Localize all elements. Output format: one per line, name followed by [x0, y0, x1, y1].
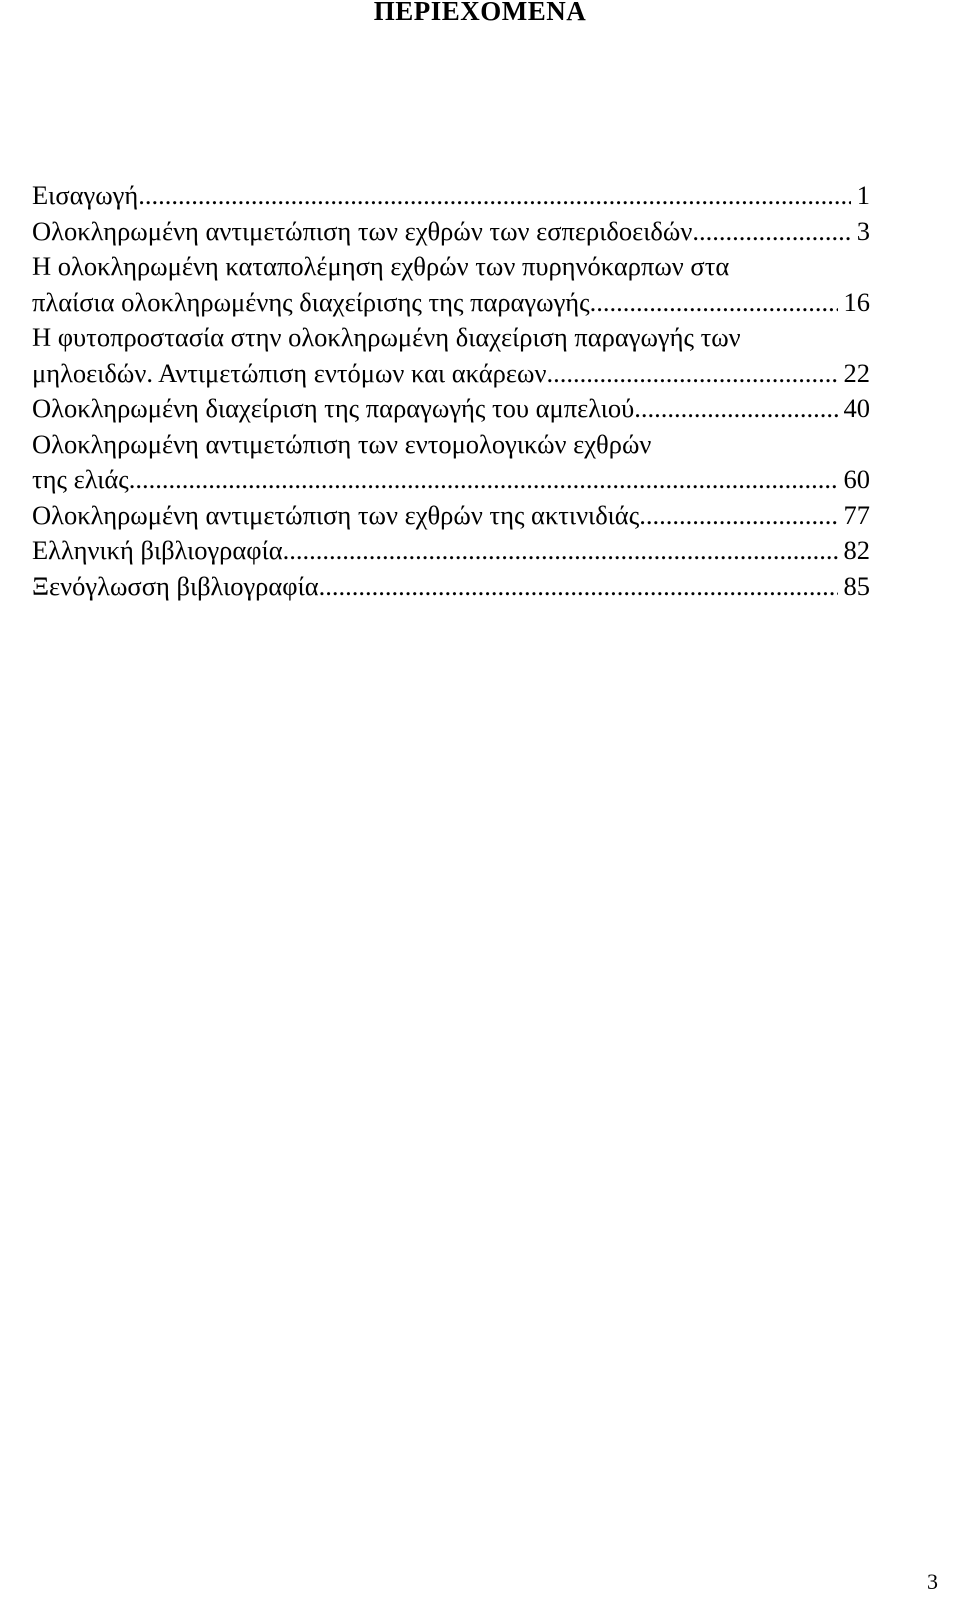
table-of-contents	[32, 178, 870, 604]
toc-entry-title: Ολοκληρωμένη αντιμετώπιση των εχθρών της ακτινιδιάς	[32, 499, 640, 530]
toc-entry-title-line: Η ολοκληρωμένη καταπολέμηση εχθρών των πυρηνόκαρπων στα	[32, 251, 730, 281]
dot-leader	[546, 356, 837, 392]
toc-entry-page: 1	[856, 180, 870, 210]
dot-leader	[692, 214, 850, 250]
dot-leader	[319, 569, 838, 605]
toc-entry-title: Ελληνική βιβλιογραφία	[32, 535, 283, 565]
toc-entry-title-line: πλαίσια ολοκληρωμένης διαχείρισης της παραγωγής	[32, 286, 590, 317]
toc-entry-title: Ολοκληρωμένη διαχείριση της παραγωγής του αμπελιού	[32, 393, 635, 423]
toc-entry[interactable]	[32, 498, 870, 534]
toc-entry[interactable]	[32, 569, 870, 605]
toc-entry-title: Ολοκληρωμένη αντιμετώπιση των εχθρών των εσπεριδοειδών	[32, 215, 693, 246]
toc-entry-page: 82	[843, 535, 870, 565]
toc-entry[interactable]	[32, 427, 870, 498]
toc-entry[interactable]	[32, 214, 870, 250]
toc-entry[interactable]	[32, 391, 870, 427]
dot-leader	[283, 533, 838, 569]
dot-leader	[590, 285, 838, 321]
dot-leader	[138, 178, 851, 214]
toc-entry[interactable]	[32, 320, 870, 391]
page-title: ΠΕΡΙΕΧΟΜΕΝΑ	[373, 0, 587, 26]
toc-entry[interactable]	[32, 533, 870, 569]
toc-entry-title: Εισαγωγή	[32, 180, 139, 210]
toc-entry[interactable]	[32, 249, 870, 320]
toc-entry-title-line: Η φυτοπροστασία στην ολοκληρωμένη διαχείριση παραγωγής των	[32, 322, 741, 352]
toc-entry-title-line: μηλοειδών. Αντιμετώπιση εντόμων και ακάρεων	[32, 357, 547, 388]
dot-leader	[129, 462, 838, 498]
toc-entry-title: Ξενόγλωσση βιβλιογραφία	[32, 570, 319, 601]
dot-leader	[639, 498, 837, 534]
toc-entry-page: 85	[843, 570, 870, 601]
toc-entry-title-line: της ελιάς	[32, 464, 129, 494]
toc-entry-page: 77	[843, 499, 870, 530]
toc-entry-title-line: Ολοκληρωμένη αντιμετώπιση των εντομολογικών εχθρών	[32, 428, 652, 459]
toc-entry[interactable]	[32, 178, 870, 214]
page-number: 3	[927, 1569, 938, 1594]
toc-entry-page: 16	[843, 286, 870, 317]
toc-entry-page: 3	[856, 215, 870, 246]
dot-leader	[634, 391, 837, 427]
toc-entry-page: 40	[843, 393, 870, 423]
toc-entry-page: 60	[843, 464, 870, 494]
toc-entry-page: 22	[843, 357, 870, 388]
